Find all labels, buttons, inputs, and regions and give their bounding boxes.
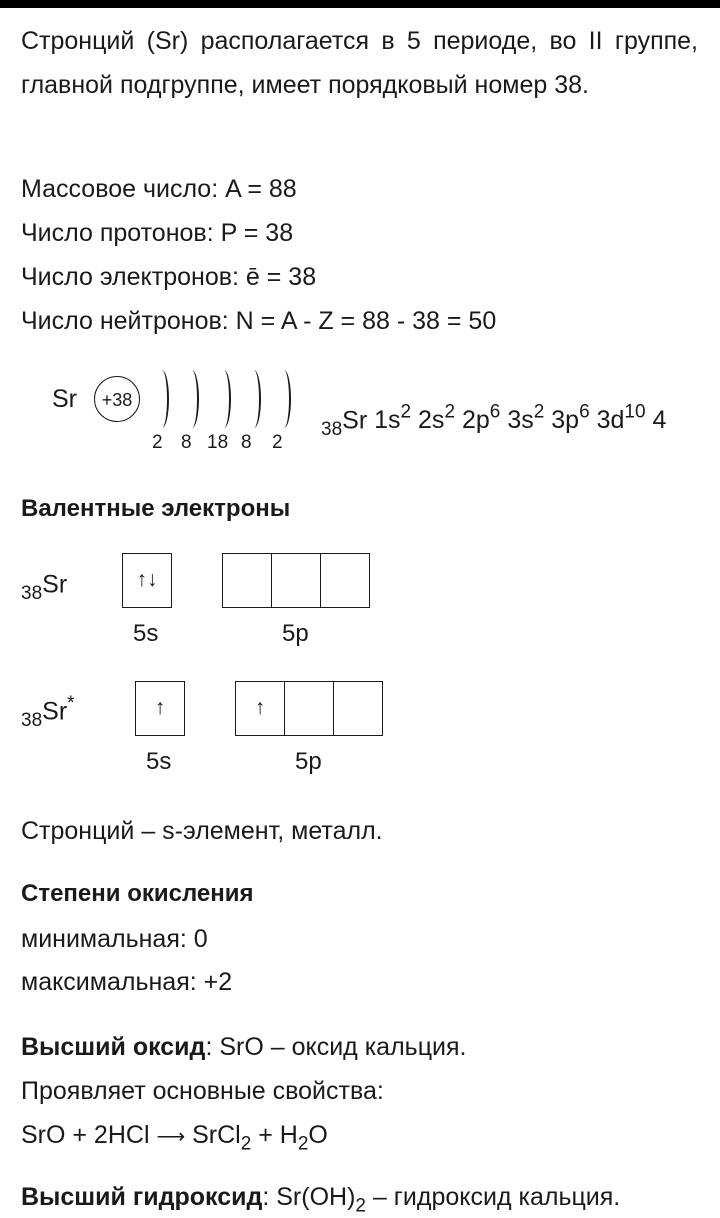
config-term: 4 [652, 406, 667, 435]
orbital-5p-cell [333, 681, 383, 736]
electron-configuration [321, 402, 666, 441]
orbital-label-5s: 5s [146, 748, 172, 775]
orbital-5p-cell [320, 553, 370, 608]
neutron-count: Число нейтронов: N = A - Z = 88 - 38 = 50 [21, 307, 497, 335]
oxide-heading: Высший оксид [21, 1033, 206, 1061]
config-term: $3d^{10}$ [596, 402, 646, 435]
valence-heading: Валентные электроны [21, 495, 291, 522]
shell-arc [185, 370, 199, 428]
shell-count: 2 [272, 432, 283, 453]
hydroxide-heading: Высший гидроксид [21, 1183, 263, 1211]
oxidation-heading: Степени окисления [21, 880, 254, 907]
oxide-line [21, 1033, 466, 1062]
oxidation-min: минимальная: 0 [21, 925, 208, 953]
shell-count: 2 [152, 432, 163, 453]
orbital-5p-cell [284, 681, 334, 736]
shell-count: 18 [207, 432, 229, 453]
hydroxide-line: Высший гидроксид: $Sr(OH)_2$ – гидроксид кальция. [21, 1183, 621, 1217]
oxide-properties: Проявляет основные свойства: [21, 1077, 384, 1105]
orbital-label-5p: 5p [295, 748, 322, 775]
config-term: $3s^2$ [507, 402, 545, 435]
shell-count: 8 [241, 432, 252, 453]
orbital-label-5p: 5p [282, 620, 309, 647]
oxidation-max: максимальная: +2 [21, 968, 233, 996]
element-type: Стронций – s-элемент, металл. [21, 817, 383, 845]
nucleus: +38 [94, 376, 140, 422]
atom-symbol: Sr [52, 385, 77, 413]
orbital-5p-cell: ↑ [235, 681, 285, 736]
config-term: $3p^6$ [551, 402, 590, 435]
shell-arc [155, 370, 169, 428]
intro-paragraph: Стронций (Sr) располагается в 5 периоде, во II группе, главной подгруппе, имеет порядковый номер 38. [21, 27, 698, 99]
excited-state-symbol: $_{38}$Sr* [21, 693, 75, 732]
reaction-arrow: ⟶ [156, 1126, 186, 1148]
mass-number: Массовое число: A = 88 [21, 175, 297, 203]
oxide-text: : SrO – оксид кальция. [205, 1033, 467, 1061]
orbital-label-5s: 5s [133, 620, 159, 647]
config-z: 38 [321, 419, 343, 441]
orbital-5s-cell: ↑↓ [122, 553, 172, 608]
proton-count: Число протонов: P = 38 [21, 219, 294, 247]
config-term: $2s^2$ [418, 402, 456, 435]
shell-arc [277, 370, 291, 428]
config-term: $1s^2$ [374, 402, 412, 435]
electron-count: Число электронов: ē = 38 [21, 263, 317, 291]
config-symbol: Sr [342, 406, 368, 435]
orbital-5p-cell [271, 553, 321, 608]
oxide-equation: SrO + 2HCl ⟶ SrCl$_2$ + $H_2O$ [21, 1121, 328, 1155]
top-bar [0, 0, 720, 8]
orbital-5p-cell [222, 553, 272, 608]
shell-arc [247, 370, 261, 428]
shell-count: 8 [181, 432, 192, 453]
orbital-5s-cell: ↑ [135, 681, 185, 736]
config-term: $2p^6$ [461, 402, 501, 435]
shell-arc [217, 370, 231, 428]
ground-state-symbol: $_{38}$Sr [21, 570, 68, 605]
